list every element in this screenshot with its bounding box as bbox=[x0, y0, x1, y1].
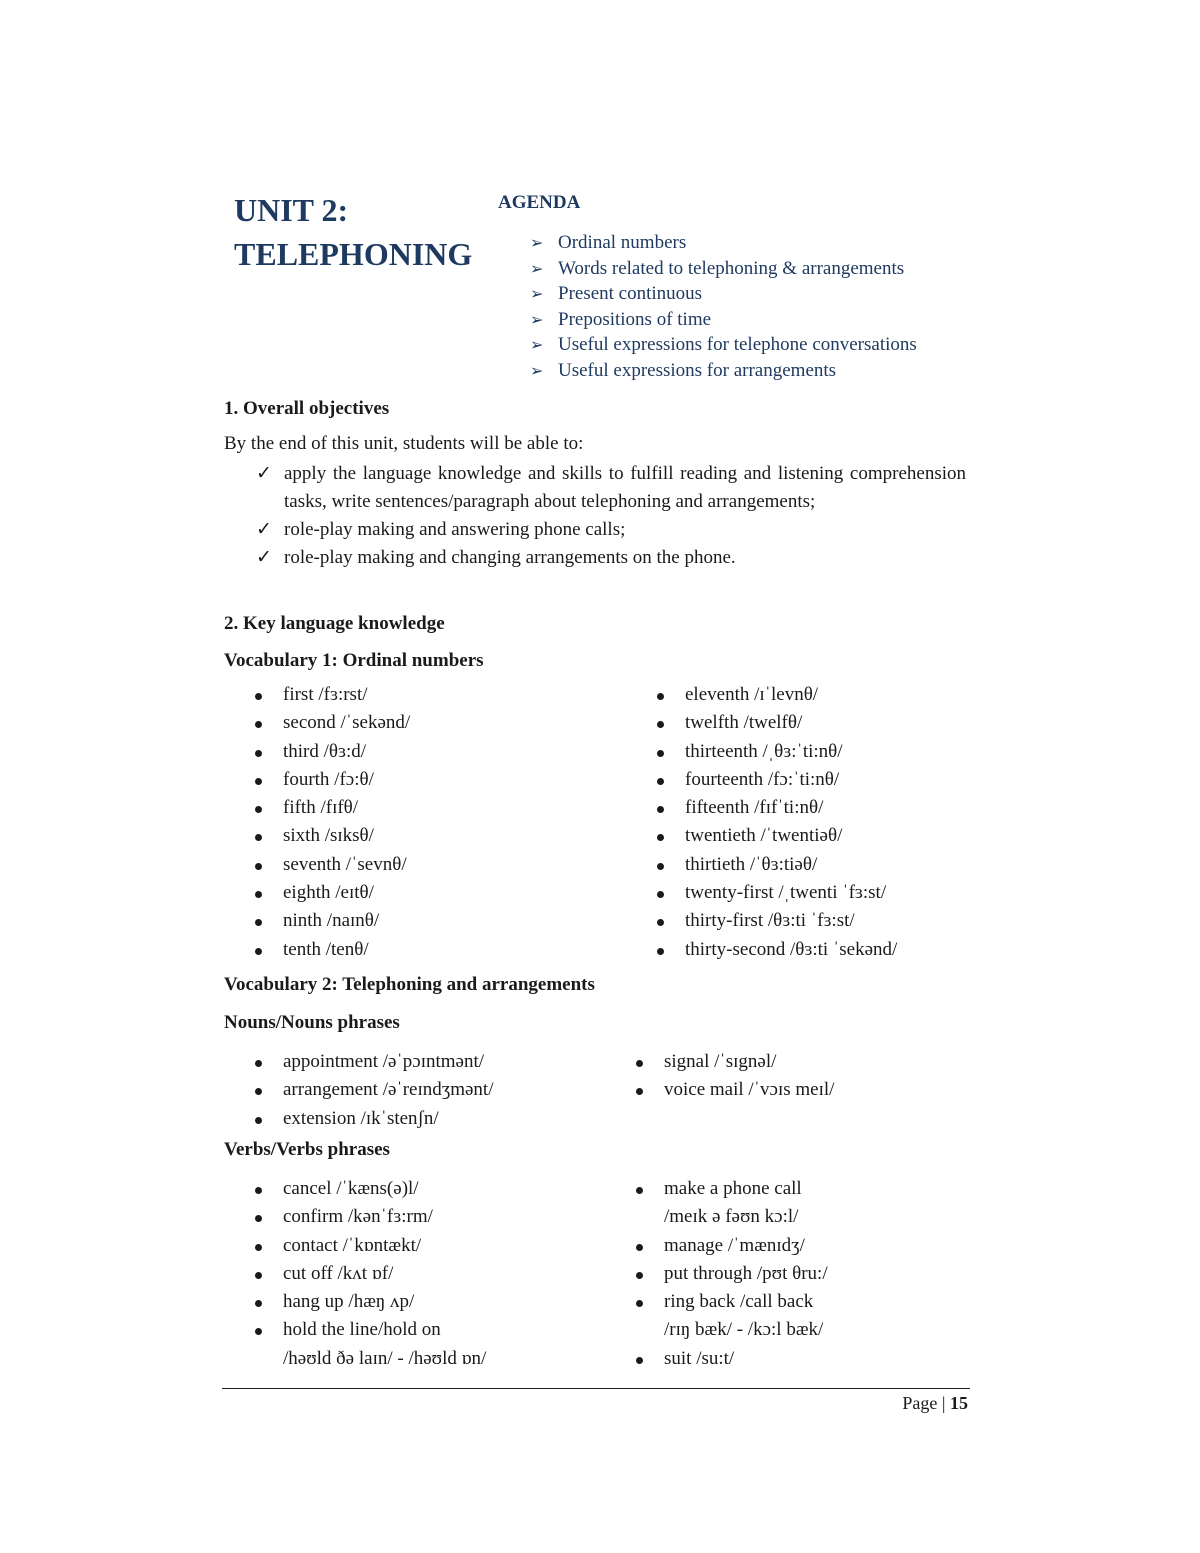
checkmark-icon: ✓ bbox=[256, 547, 272, 568]
list-item: suit /su:t/ bbox=[636, 1345, 828, 1373]
nouns-heading: Nouns/Nouns phrases bbox=[224, 1012, 400, 1033]
nouns-list-right bbox=[636, 1048, 834, 1105]
arrow-bullet-icon: ➢ bbox=[530, 260, 544, 278]
list-item: seventh /ˈsevnθ/ bbox=[255, 851, 410, 879]
arrow-bullet-icon: ➢ bbox=[530, 286, 544, 303]
list-item: cancel /ˈkæns(ə)l/ bbox=[255, 1175, 486, 1203]
unit-title-line1: UNIT 2: bbox=[234, 192, 349, 228]
list-item: voice mail /ˈvɔɪs meɪl/ bbox=[636, 1076, 834, 1104]
list-item: fourteenth /fɔ:ˈti:nθ/ bbox=[657, 766, 897, 794]
footer-divider bbox=[222, 1388, 970, 1389]
vocab1-heading: Vocabulary 1: Ordinal numbers bbox=[224, 650, 484, 671]
list-item: tenth /tenθ/ bbox=[255, 936, 410, 964]
page-number bbox=[902, 1393, 968, 1414]
list-item: hold the line/hold on /həʊld ðə laɪn/ - /həʊld ɒn/ bbox=[255, 1316, 486, 1373]
arrow-bullet-icon: ➢ bbox=[530, 235, 544, 252]
list-item: manage /ˈmænɪdʒ/ bbox=[636, 1232, 828, 1260]
list-item: second /ˈsekənd/ bbox=[255, 709, 410, 737]
list-item: eleventh /ɪˈlevnθ/ bbox=[657, 681, 897, 709]
list-item: ring back /call back /rɪŋ bæk/ - /kɔ:l bæk/ bbox=[636, 1288, 828, 1345]
nouns-list-left bbox=[255, 1048, 493, 1133]
agenda-item: ➢ Useful expressions for arrangements bbox=[530, 359, 917, 385]
list-item: twenty-first /ˌtwenti ˈfɜ:st/ bbox=[657, 879, 897, 907]
page-number-value: 15 bbox=[950, 1393, 968, 1413]
agenda-item: ➢ Useful expressions for telephone conversations bbox=[530, 333, 917, 359]
objectives-heading: 1. Overall objectives bbox=[224, 398, 390, 419]
list-item: thirteenth /ˌθɜ:ˈti:nθ/ bbox=[657, 738, 897, 766]
list-item-continuation: /həʊld ðə laɪn/ - /həʊld ɒn/ bbox=[283, 1347, 487, 1369]
list-item: put through /pʊt θru:/ bbox=[636, 1260, 828, 1288]
list-item: thirtieth /ˈθɜ:tiəθ/ bbox=[657, 851, 897, 879]
list-item: sixth /sɪksθ/ bbox=[255, 822, 410, 850]
list-item-continuation: /rɪŋ bæk/ - /kɔ:l bæk/ bbox=[664, 1319, 824, 1341]
agenda-item: ➢ Ordinal numbers bbox=[530, 231, 917, 257]
list-item-continuation: /meɪk ə fəʊn kɔ:l/ bbox=[664, 1206, 799, 1228]
checkmark-icon: ✓ bbox=[256, 519, 272, 540]
agenda-item: ➢ Prepositions of time bbox=[530, 308, 917, 334]
unit-title bbox=[234, 188, 472, 276]
list-item: twelfth /twelfθ/ bbox=[657, 709, 897, 737]
list-item: thirty-first /θɜ:ti ˈfɜ:st/ bbox=[657, 907, 897, 935]
ordinal-list-right bbox=[657, 681, 897, 964]
objective-item: ✓ role-play making and changing arrangements on the phone. bbox=[256, 544, 966, 572]
ordinal-list-left bbox=[255, 681, 410, 964]
list-item: fifteenth /fɪfˈti:nθ/ bbox=[657, 794, 897, 822]
verbs-list-right bbox=[636, 1175, 828, 1373]
list-item: make a phone call /meɪk ə fəʊn kɔ:l/ bbox=[636, 1175, 828, 1232]
agenda-list bbox=[530, 231, 917, 384]
list-item: hang up /hæŋ ʌp/ bbox=[255, 1288, 486, 1316]
arrow-bullet-icon: ➢ bbox=[530, 311, 544, 329]
list-item: third /θɜ:d/ bbox=[255, 738, 410, 766]
list-item: cut off /kʌt ɒf/ bbox=[255, 1260, 486, 1288]
verbs-list-left bbox=[255, 1175, 486, 1373]
list-item: fourth /fɔ:θ/ bbox=[255, 766, 410, 794]
vocab2-heading: Vocabulary 2: Telephoning and arrangements bbox=[224, 974, 595, 995]
checkmark-icon: ✓ bbox=[256, 463, 272, 484]
list-item: twentieth /ˈtwentiəθ/ bbox=[657, 822, 897, 850]
list-item: arrangement /əˈreɪndʒmənt/ bbox=[255, 1076, 493, 1104]
agenda-item: ➢ Present continuous bbox=[530, 282, 917, 308]
objectives-intro: By the end of this unit, students will be able to: bbox=[224, 433, 584, 454]
list-item: contact /ˈkɒntækt/ bbox=[255, 1232, 486, 1260]
list-item: appointment /əˈpɔɪntmənt/ bbox=[255, 1048, 493, 1076]
page-label: Page | bbox=[902, 1393, 950, 1413]
list-item: ninth /naɪnθ/ bbox=[255, 907, 410, 935]
verbs-heading: Verbs/Verbs phrases bbox=[224, 1139, 390, 1160]
list-item: first /fɜ:rst/ bbox=[255, 681, 410, 709]
objective-item: ✓ role-play making and answering phone calls; bbox=[256, 516, 966, 544]
list-item: eighth /eɪtθ/ bbox=[255, 879, 410, 907]
objectives-list bbox=[256, 460, 966, 572]
arrow-bullet-icon: ➢ bbox=[530, 337, 544, 354]
arrow-bullet-icon: ➢ bbox=[530, 362, 544, 380]
list-item: signal /ˈsɪgnəl/ bbox=[636, 1048, 834, 1076]
agenda-item: ➢ Words related to telephoning & arrangements bbox=[530, 257, 917, 283]
unit-title-line2: TELEPHONING bbox=[234, 236, 473, 272]
key-language-heading: 2. Key language knowledge bbox=[224, 613, 445, 634]
list-item: confirm /kənˈfɜ:rm/ bbox=[255, 1203, 486, 1231]
agenda-heading: AGENDA bbox=[498, 192, 581, 213]
list-item: fifth /fɪfθ/ bbox=[255, 794, 410, 822]
list-item: thirty-second /θɜ:ti ˈsekənd/ bbox=[657, 936, 897, 964]
list-item: extension /ɪkˈstenʃn/ bbox=[255, 1105, 493, 1133]
objective-item: ✓ apply the language knowledge and skills to fulfill reading and listening comprehension tasks, write sentences/paragraph about telephoning and arrangements; bbox=[256, 460, 966, 516]
